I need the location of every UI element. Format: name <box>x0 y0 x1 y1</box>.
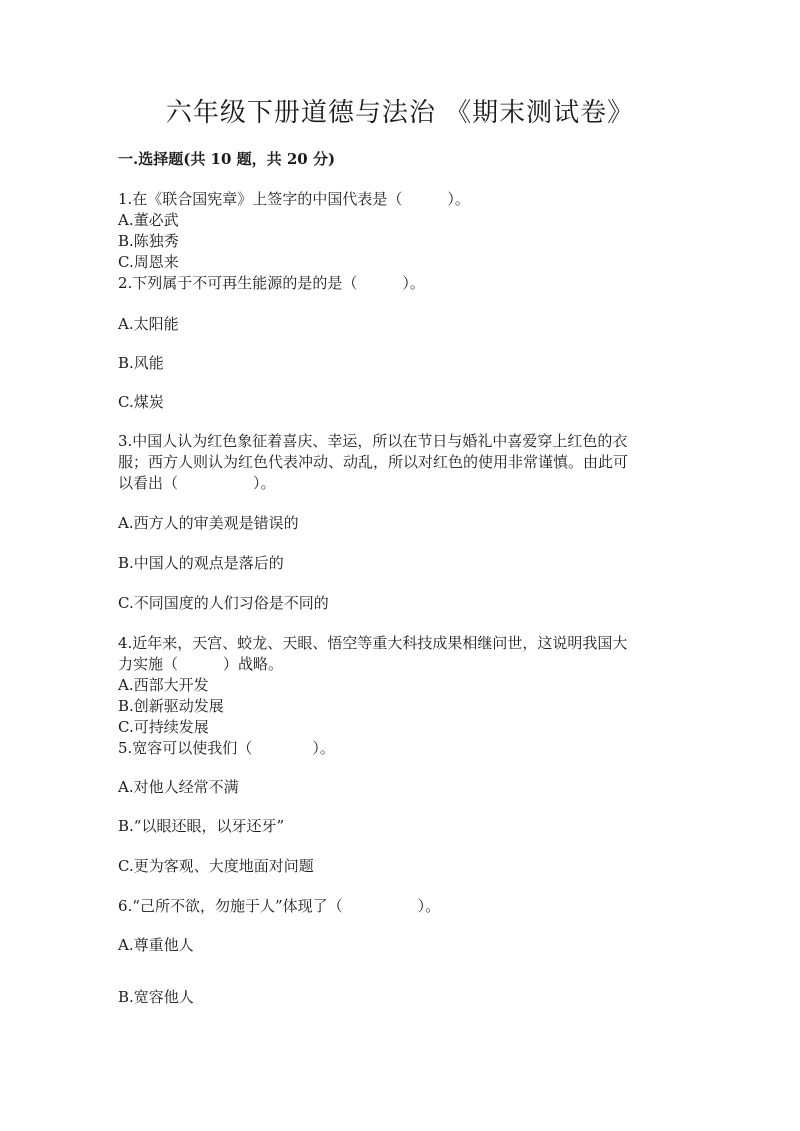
question-3-stem-line-3: 以看出（ ）。 <box>118 474 276 492</box>
question-6-option-a: A.尊重他人 <box>118 936 194 954</box>
question-2-option-c: C.煤炭 <box>118 393 164 411</box>
question-1-option-b: B.陈独秀 <box>118 232 179 250</box>
question-4-option-a: A.西部大开发 <box>118 676 209 694</box>
question-4-option-c: C.可持续发展 <box>118 718 209 736</box>
question-5-option-c: C.更为客观、大度地面对问题 <box>118 857 314 875</box>
question-3-option-c: C.不同国度的人们习俗是不同的 <box>118 594 329 612</box>
question-2-option-a: A.太阳能 <box>118 315 179 333</box>
question-6-option-b: B.宽容他人 <box>118 988 194 1006</box>
question-5-stem: 5.宽容可以使我们（ ）。 <box>118 739 335 757</box>
question-3-stem-line-2: 服；西方人则认为红色代表冲动、动乱，所以对红色的使用非常谨慎。由此可 <box>118 453 629 471</box>
question-1-option-a: A.董必武 <box>118 211 179 229</box>
section-heading: 一.选择题(共 10 题，共 20 分) <box>118 150 336 168</box>
question-2-option-b: B.风能 <box>118 354 164 372</box>
question-2-stem: 2.下列属于不可再生能源的是的是（ ）。 <box>118 274 425 292</box>
question-1-option-c: C.周恩来 <box>118 253 179 271</box>
question-4-stem-line-1: 4.近年来，天宫、蛟龙、天眼、悟空等重大科技成果相继问世，这说明我国大 <box>118 634 628 652</box>
page-title: 六年级下册道德与法治 《期末测试卷》 <box>165 98 635 128</box>
question-4-stem-line-2: 力实施（ ）战略。 <box>118 655 284 673</box>
question-4-option-b: B.创新驱动发展 <box>118 697 224 715</box>
question-5-option-a: A.对他人经常不满 <box>118 778 239 796</box>
question-6-stem: 6.“己所不欲，勿施于人”体现了（ ）。 <box>118 897 441 915</box>
question-3-option-a: A.西方人的审美观是错误的 <box>118 514 299 532</box>
question-1-stem: 1.在《联合国宪章》上签字的中国代表是（ ）。 <box>118 190 470 208</box>
question-3-option-b: B.中国人的观点是落后的 <box>118 554 284 572</box>
question-3-stem-line-1: 3.中国人认为红色象征着喜庆、幸运，所以在节日与婚礼中喜爱穿上红色的衣 <box>118 432 628 450</box>
question-5-option-b: B.“以眼还眼，以牙还牙” <box>118 817 285 835</box>
